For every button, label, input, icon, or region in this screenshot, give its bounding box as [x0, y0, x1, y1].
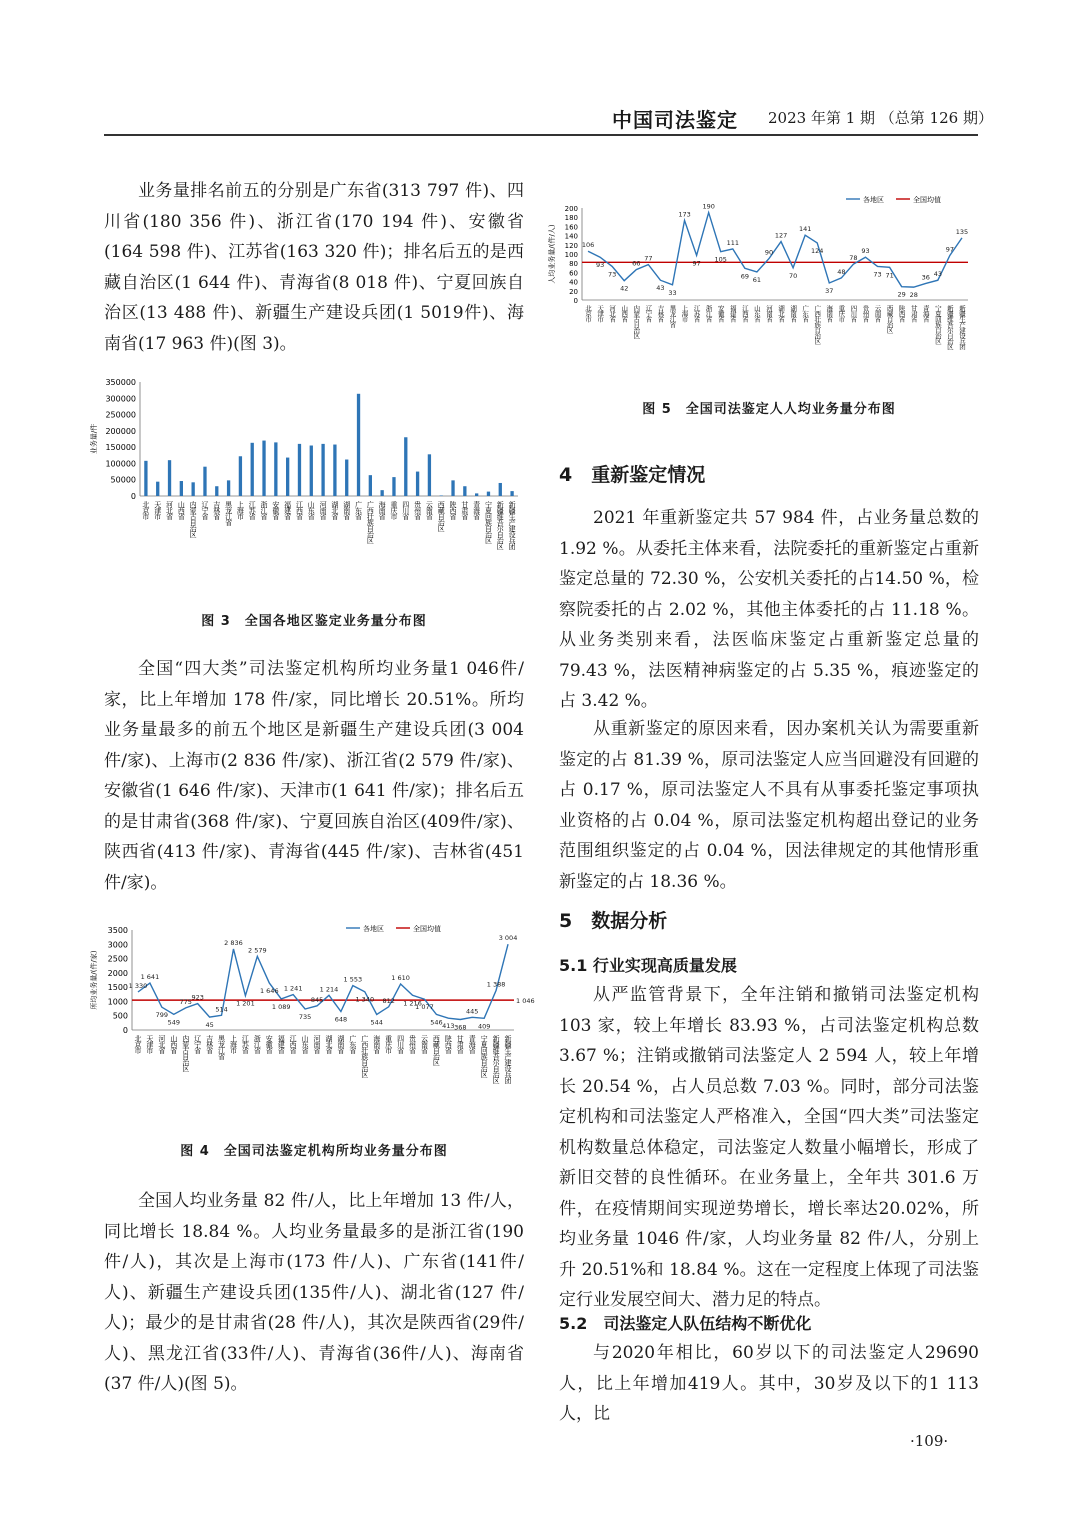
x-category-label: 陕西省	[444, 1035, 453, 1053]
x-category-label: 吉林省	[656, 305, 665, 322]
data-label: 2 836	[224, 938, 243, 947]
data-label: 1 216	[403, 999, 422, 1008]
y-tick-label: 100000	[105, 459, 136, 469]
x-category-label: 山东省	[307, 501, 316, 519]
x-category-label: 新疆维吾尔自治区	[945, 305, 954, 349]
data-label: 1 241	[283, 984, 303, 993]
x-category-label: 江苏省	[692, 305, 701, 322]
bar	[144, 461, 147, 496]
data-label: 73	[873, 270, 882, 279]
x-category-label: 上海市	[229, 1035, 238, 1053]
data-label: 190	[702, 202, 715, 211]
x-category-label: 福建省	[277, 1035, 286, 1053]
data-label: 445	[466, 1007, 479, 1016]
bar	[345, 460, 348, 496]
x-category-label: 江苏省	[241, 1035, 250, 1053]
x-category-label: 浙江省	[253, 1035, 262, 1053]
y-tick-label: 20	[569, 287, 578, 296]
x-category-label: 重庆市	[389, 501, 398, 519]
data-label: 1 330	[128, 982, 148, 990]
paragraph-reappraisal: 2021 年重新鉴定共 57 984 件，占业务量总数的 1.92 %。从委托主体来看，法院委托的重新鉴定占重新鉴定总量的 72.30 %，公安机关委托的占14.50 %，检察院委托的占 2.02 %，其他主体委托的占 11.18 %。从业务类别来看，法医临床鉴定占重新鉴定总量的 79.43 %，法医精神病鉴定的占 5.35 %，痕迹鉴定的占 3.42 %。	[559, 508, 979, 711]
data-label: 111	[726, 238, 739, 247]
bar	[192, 482, 195, 496]
data-label: 1 077	[415, 1003, 434, 1012]
legend-label-series: 各地区	[863, 196, 884, 204]
y-tick-label: 0	[130, 492, 136, 501]
data-label: 1 214	[319, 985, 339, 994]
x-category-label: 福建省	[728, 305, 737, 322]
x-category-label: 海南省	[825, 305, 834, 322]
y-tick-label: 0	[573, 297, 578, 305]
bar	[510, 491, 513, 496]
x-category-label: 河南省	[313, 1035, 322, 1053]
bar	[381, 490, 384, 496]
x-category-label: 湖南省	[342, 501, 351, 519]
bar	[404, 437, 407, 496]
data-label: 735	[298, 1013, 312, 1021]
x-category-label: 四川省	[849, 305, 858, 322]
x-category-label: 贵州省	[861, 305, 870, 322]
y-axis-label: 所均业务量/(件/家)	[90, 950, 98, 1010]
y-tick-label: 1000	[107, 997, 128, 1007]
x-category-label: 青海省	[468, 1035, 477, 1053]
x-category-label: 西藏自治区	[885, 305, 894, 333]
data-label: 1 553	[343, 975, 363, 984]
bar	[428, 454, 431, 496]
x-category-label: 浙江省	[704, 305, 713, 322]
x-category-label: 西藏自治区	[437, 501, 446, 531]
x-category-label: 西藏自治区	[432, 1035, 441, 1065]
data-label: 71	[885, 271, 894, 280]
data-label: 69	[740, 272, 749, 281]
x-category-label: 新疆维吾尔自治区	[496, 501, 505, 549]
y-tick-label: 0	[122, 1026, 128, 1035]
x-category-label: 广西壮族自治区	[813, 305, 822, 344]
y-tick-label: 200000	[105, 426, 136, 436]
x-category-label: 四川省	[396, 1035, 405, 1053]
figure-5-caption: 图 5 全国司法鉴定人人均业务量分布图	[642, 402, 896, 417]
x-category-label: 青海省	[921, 305, 930, 322]
y-tick-label: 140	[564, 232, 578, 241]
bar	[262, 441, 265, 496]
x-category-label: 天津市	[596, 305, 605, 322]
y-tick-label: 120	[564, 241, 578, 250]
data-label: 409	[477, 1022, 491, 1031]
x-category-label: 吉林省	[212, 501, 221, 519]
x-category-label: 云南省	[425, 501, 434, 519]
national-average-label: 1 046	[516, 997, 535, 1006]
y-tick-label: 160	[564, 223, 578, 232]
x-category-label: 湖北省	[777, 305, 786, 322]
x-category-label: 广西壮族自治区	[366, 501, 375, 543]
data-label: 135	[955, 227, 969, 236]
header-rule	[104, 134, 978, 136]
bar	[440, 495, 443, 496]
x-category-label: 广东省	[801, 305, 810, 322]
bar	[298, 444, 301, 496]
y-tick-label: 180	[564, 214, 578, 223]
x-category-label: 湖南省	[336, 1035, 345, 1053]
x-category-label: 安徽省	[265, 1035, 274, 1053]
data-label: 812	[382, 996, 395, 1005]
bar	[227, 480, 230, 496]
x-category-label: 安徽省	[716, 305, 725, 322]
issue-info: 2023 年第 1 期 （总第 126 期）	[768, 109, 993, 127]
x-category-label: 山西省	[169, 1035, 178, 1053]
x-category-label: 辽宁省	[200, 501, 209, 519]
x-category-label: 河南省	[764, 305, 773, 322]
x-category-label: 广东省	[354, 501, 363, 519]
data-label: 37	[825, 286, 834, 295]
figure-4-caption: 图 4 全国司法鉴定机构所均业务量分布图	[180, 1144, 448, 1159]
data-label: 1 641	[140, 973, 160, 982]
data-label: 70	[788, 271, 798, 280]
x-category-label: 黑龙江省	[224, 501, 233, 525]
x-category-label: 安徽省	[271, 501, 280, 519]
figure-3-caption: 图 3 全国各地区鉴定业务量分布图	[201, 614, 427, 629]
y-axis-label: 业务量/件	[90, 423, 98, 455]
data-label: 43	[933, 270, 942, 279]
x-category-label: 青海省	[472, 501, 481, 519]
data-label: 141	[798, 225, 812, 234]
y-tick-label: 40	[569, 278, 578, 287]
x-category-label: 北京市	[141, 501, 150, 519]
data-label: 1 089	[271, 1002, 291, 1011]
data-label: 799	[155, 1011, 169, 1020]
x-category-label: 新疆生产建设兵团	[508, 501, 517, 549]
x-category-label: 江西省	[289, 1035, 298, 1053]
x-category-label: 河北省	[165, 501, 174, 519]
x-category-label: 云南省	[873, 305, 882, 322]
data-label: 648	[334, 1015, 348, 1024]
paragraph-business-volume: 业务量排名前五的分别是广东省(313 797 件)、四川省(180 356 件)、浙江省(170 194 件)、安徽省(164 598 件)、江苏省(163 320 件)；排名后五的是西藏自治区(1 644 件)、青海省(8 018 件)、宁夏回族自治区(13 488 件)、新疆生产建设兵团(1 5019件)、海南省(17 963 件)(图 3)。	[104, 181, 524, 354]
x-category-label: 湖北省	[324, 1035, 333, 1053]
x-category-label: 陕西省	[897, 305, 906, 322]
y-tick-label: 80	[569, 260, 578, 269]
data-label: 127	[774, 231, 788, 240]
y-tick-label: 2000	[107, 968, 128, 978]
x-category-label: 新疆生产建设兵团	[504, 1035, 513, 1083]
x-category-label: 新疆维吾尔自治区	[492, 1035, 501, 1083]
paragraph-per-institution: 全国“四大类”司法鉴定机构所均业务量1 046件/家，比上年增加 178 件/家，同比增长 20.51%。所均业务量最多的前五个地区是新疆生产建设兵团(3 004 件/家)、上海市(2 836 件/家)、浙江省(2 579 件/家)、安徽省(1 646 件/家)、天津市(1 641 件/家)；排名后五的是甘肃省(368 件/家)、宁夏回族自治区(409件/家)、陕西省(413 件/家)、青海省(445 件/家)、吉林省(451 件/家)。	[104, 659, 524, 893]
data-label: 78	[849, 254, 858, 263]
x-category-label: 广西壮族自治区	[360, 1035, 369, 1077]
section-5-2-heading: 5.2 司法鉴定人队伍结构不断优化	[559, 1314, 812, 1333]
section-5-heading: 5 数据分析	[559, 910, 668, 932]
x-category-label: 甘肃省	[456, 1035, 465, 1053]
x-category-label: 吉林省	[205, 1035, 214, 1053]
bar	[168, 460, 171, 496]
y-tick-label: 3500	[107, 926, 128, 935]
y-tick-label: 1500	[107, 983, 128, 993]
data-label: 105	[714, 255, 727, 264]
paragraph-quality-development: 从严监管背景下，全年注销和撤销司法鉴定机构 103 家，较上年增长 83.93 %，占司法鉴定机构总数 3.67 %；注销或撤销司法鉴定人 2 594 人，较上年增长 20.54 %，占人员总数 7.03 %。同时，部分司法鉴定机构和司法鉴定人严格准入，全国“四大类”司法鉴定机构数量总体稳定，司法鉴定人数量小幅增长，形成了新旧交替的良性循环。在业务量上，全年共 301.6 万件，在疫情期间实现逆势增长，增长率达20.02%，所均业务量 1046 件/家，人均业务量 82 件/人，分别上升 20.51%和 18.84 %。这在一定程度上体现了司法鉴定行业发展空间大、潜力足的特点。	[559, 985, 979, 1310]
bar	[239, 456, 242, 496]
data-label: 73	[608, 270, 617, 279]
y-tick-label: 50000	[110, 475, 136, 485]
x-category-label: 山西省	[177, 501, 186, 519]
data-label: 93	[861, 247, 870, 256]
bar	[286, 458, 289, 496]
y-tick-label: 300000	[105, 394, 136, 404]
data-label: 1 340	[355, 995, 375, 1004]
paragraph-reappraisal-reasons: 从重新鉴定的原因来看，因办案机关认为需要重新鉴定的占 81.39 %，原司法鉴定人应当回避没有回避的占 0.17 %，原司法鉴定人不具有从事委托鉴定事项执业资格的占 0.04 %，原司法鉴定机构超出登记的业务范围组织鉴定的占 0.04 %，因法律规定的其他情形重新鉴定的占 18.36 %。	[559, 719, 979, 892]
y-tick-label: 250000	[105, 410, 136, 420]
x-category-label: 辽宁省	[193, 1035, 202, 1053]
data-label: 549	[167, 1018, 180, 1027]
data-label: 90	[764, 248, 774, 257]
page-number: ·109·	[910, 1432, 949, 1450]
data-label: 1 610	[391, 974, 410, 982]
bar	[251, 443, 254, 496]
data-label: 775	[179, 997, 192, 1006]
data-label: 45	[205, 1021, 214, 1030]
y-axis-label: 人均业务量/(件/人)	[548, 224, 556, 284]
data-label: 1 388	[486, 980, 506, 989]
section-5-1-heading: 5.1 行业实现高质量发展	[559, 956, 737, 975]
x-category-label: 天津市	[153, 501, 162, 519]
x-category-label: 宁夏回族自治区	[933, 305, 942, 344]
x-category-label: 内蒙古自治区	[181, 1035, 190, 1071]
data-label: 28	[909, 291, 918, 300]
x-category-label: 北京市	[133, 1035, 142, 1053]
bar	[180, 481, 183, 496]
data-label: 29	[897, 290, 906, 299]
x-category-label: 山西省	[620, 305, 629, 322]
x-category-label: 海南省	[378, 501, 387, 519]
x-category-label: 广东省	[348, 1035, 357, 1053]
y-tick-label: 200	[564, 205, 578, 213]
data-label: 368	[454, 1023, 467, 1032]
data-label: 77	[644, 254, 653, 263]
data-label: 36	[921, 273, 930, 282]
bar	[321, 444, 324, 496]
bar	[203, 467, 206, 496]
x-category-label: 黑龙江省	[668, 305, 677, 327]
data-label: 124	[811, 246, 824, 255]
data-label: 48	[837, 267, 846, 276]
bar	[357, 394, 360, 496]
y-tick-label: 500	[112, 1011, 128, 1021]
legend-label-average: 全国均值	[413, 925, 441, 933]
figure-5-line-chart	[546, 192, 978, 388]
data-label: 413	[442, 1022, 455, 1031]
bar	[215, 486, 218, 496]
x-category-label: 江西省	[740, 305, 749, 322]
x-category-label: 黑龙江省	[217, 1035, 226, 1059]
y-tick-label: 350000	[105, 378, 136, 387]
x-category-label: 福建省	[283, 501, 292, 519]
legend-label-series: 各地区	[363, 925, 384, 933]
x-category-label: 重庆市	[384, 1035, 393, 1053]
series-line	[138, 944, 508, 1019]
data-label: 544	[370, 1018, 383, 1027]
figure-4-line-chart	[88, 918, 535, 1126]
bar	[333, 445, 336, 496]
x-category-label: 河南省	[319, 501, 328, 519]
bar	[487, 492, 490, 496]
bar	[499, 483, 502, 496]
figure-3-bar-chart	[88, 372, 528, 594]
data-label: 97	[945, 245, 955, 254]
x-category-label: 宁夏回族自治区	[480, 1035, 489, 1077]
data-label: 1 646	[259, 986, 279, 995]
x-category-label: 甘肃省	[460, 501, 469, 519]
journal-title: 中国司法鉴定	[612, 108, 738, 132]
data-label: 2 579	[248, 946, 267, 955]
data-label: 61	[752, 275, 762, 284]
x-category-label: 天津市	[145, 1035, 154, 1053]
y-tick-label: 150000	[105, 443, 136, 453]
data-label: 845	[310, 995, 324, 1004]
bar	[369, 475, 372, 496]
bar	[156, 482, 159, 496]
x-category-label: 内蒙古自治区	[189, 501, 198, 537]
y-tick-label: 3000	[107, 940, 128, 950]
section-4-heading: 4 重新鉴定情况	[559, 464, 706, 486]
bar	[475, 493, 478, 496]
data-label: 93	[595, 261, 605, 270]
x-category-label: 山东省	[301, 1035, 310, 1053]
data-label: 173	[678, 210, 691, 219]
bar	[451, 480, 454, 496]
data-label: 514	[215, 1005, 228, 1014]
x-category-label: 北京市	[584, 305, 593, 322]
data-label: 923	[191, 993, 204, 1002]
y-tick-label: 60	[569, 269, 578, 278]
x-category-label: 河北省	[157, 1035, 166, 1053]
x-category-label: 河北省	[608, 305, 617, 322]
x-category-label: 上海市	[236, 501, 245, 519]
x-category-label: 内蒙古自治区	[632, 305, 641, 338]
data-label: 97	[692, 259, 701, 268]
data-label: 546	[430, 1018, 443, 1027]
bar	[416, 472, 419, 496]
data-label: 42	[620, 284, 629, 293]
y-tick-label: 2500	[107, 954, 128, 964]
data-label: 1 201	[236, 999, 255, 1008]
x-category-label: 浙江省	[260, 501, 269, 519]
x-category-label: 上海市	[680, 305, 689, 322]
x-category-label: 辽宁省	[644, 305, 653, 322]
bar	[392, 477, 395, 496]
bar	[310, 446, 313, 496]
x-category-label: 甘肃省	[909, 305, 918, 322]
data-label: 33	[668, 288, 677, 297]
x-category-label: 湖南省	[789, 305, 798, 322]
data-label: 43	[656, 284, 665, 293]
x-category-label: 山东省	[752, 305, 761, 322]
series-line	[588, 213, 962, 288]
x-category-label: 贵州省	[408, 1035, 417, 1053]
data-label: 3 004	[498, 934, 518, 943]
x-category-label: 重庆市	[837, 305, 846, 322]
x-category-label: 宁夏回族自治区	[484, 501, 493, 543]
x-category-label: 新疆生产建设兵团	[957, 305, 966, 349]
legend-label-average: 全国均值	[913, 196, 941, 204]
bar	[274, 442, 277, 496]
x-category-label: 海南省	[372, 1035, 381, 1053]
paragraph-per-person: 全国人均业务量 82 件/人，比上年增加 13 件/人，同比增长 18.84 %。人均业务量最多的是浙江省(190 件/人)，其次是上海市(173 件/人)、广东省(141件/人)、新疆生产建设兵团(135件/人)、湖北省(127 件/人)；最少的是甘肃省(28 件/人)，其次是陕西省(29件/人)、黑龙江省(33件/人)、青海省(36件/人)、海南省(37 件/人)(图 5)。	[104, 1191, 524, 1394]
paragraph-workforce: 与2020年相比，60岁以下的司法鉴定人29690人，比上年增加419人。其中，30岁及以下的1 113人，比	[559, 1343, 979, 1424]
x-category-label: 江苏省	[248, 501, 257, 519]
x-category-label: 江西省	[295, 501, 304, 519]
data-label: 66	[632, 259, 641, 268]
x-category-label: 贵州省	[413, 501, 422, 519]
x-category-label: 湖北省	[330, 501, 339, 519]
y-tick-label: 100	[564, 251, 578, 259]
x-category-label: 陕西省	[449, 501, 458, 519]
x-category-label: 云南省	[420, 1035, 429, 1053]
bar	[463, 486, 466, 496]
x-category-label: 四川省	[401, 501, 410, 519]
data-label: 106	[581, 241, 595, 250]
